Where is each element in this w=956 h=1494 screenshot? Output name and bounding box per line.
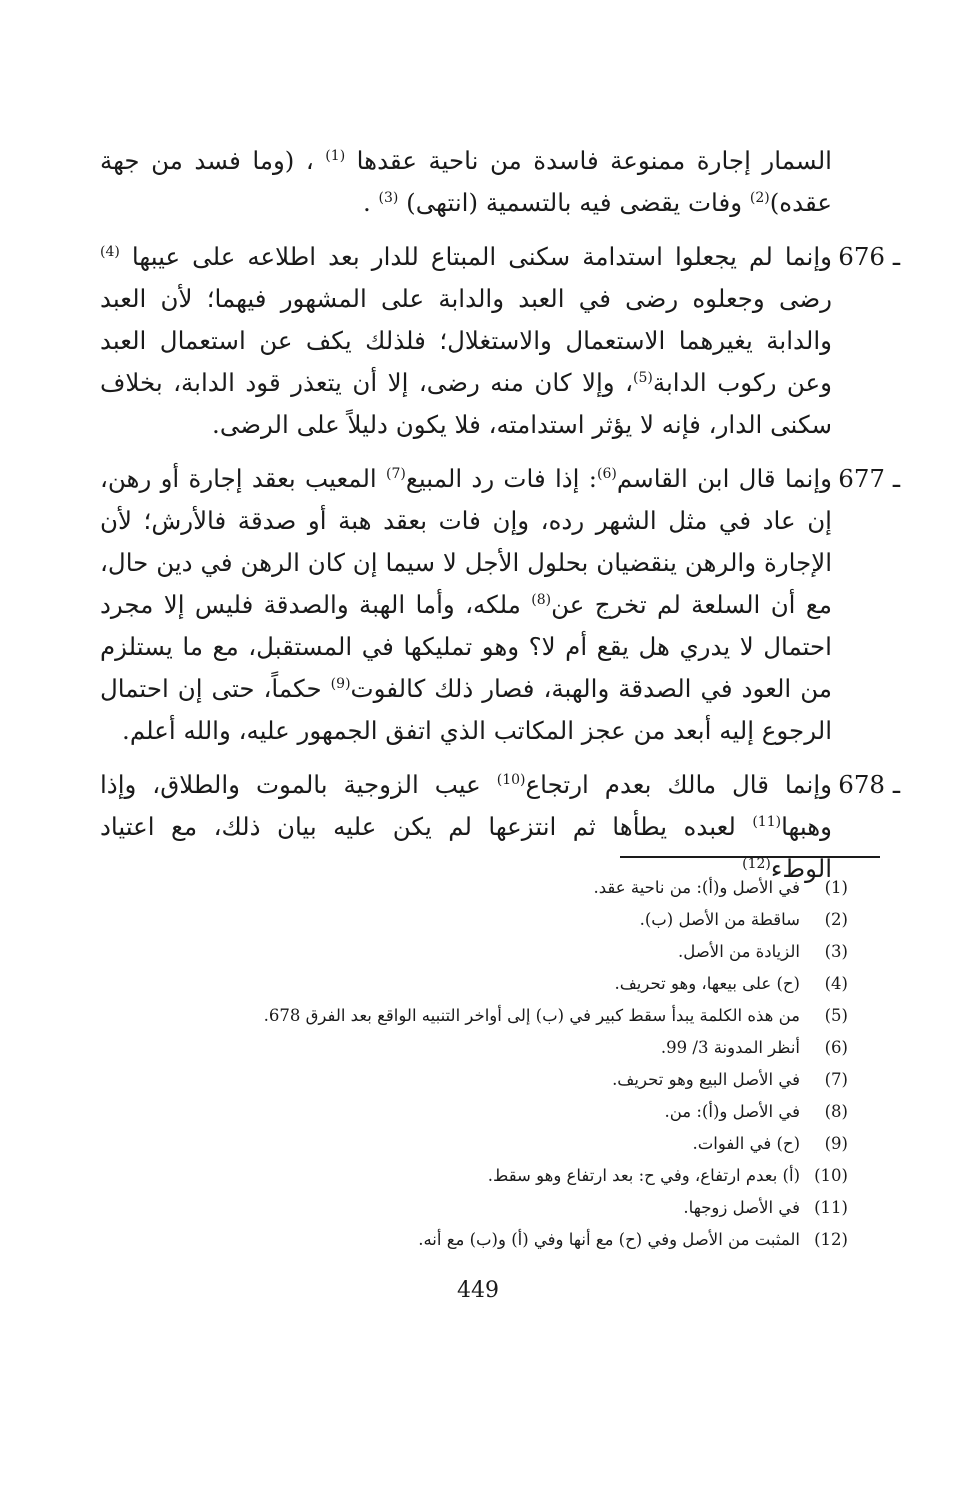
text-run: لعبده يطأها ثم انتزعها لم يكن عليه بيان ذلك، مع اعتياد الوطء (100, 812, 832, 883)
footnote-ref-6[interactable]: (6) (597, 465, 617, 482)
footnote-item (128, 1032, 848, 1064)
footnote-ref-1[interactable]: (1) (325, 147, 346, 164)
text-run: عيب الزوجية بالموت والطلاق، وإذا وهبها (100, 770, 832, 841)
footnote-number: (7) (824, 1070, 848, 1089)
text-run: ، وإلا كان منه رضى، إلا أن يتعذر قود الدابة، بخلاف سكنى الدار، فإنه لا يؤثر استدامته، فلا يكون دليلاً على الرضى. (100, 368, 832, 439)
footnotes-list (128, 872, 848, 1256)
footnote-text: المثبت من الأصل وفي (ح) مع أنها وفي (أ) و(ب) مع أنه. (418, 1230, 800, 1249)
footnote-text: في الأصل زوجها. (683, 1198, 800, 1217)
footnote-number: (5) (824, 1006, 848, 1025)
footnote-item (128, 1000, 848, 1032)
paragraph-676 (100, 236, 900, 446)
footnote-text: ساقطة من الأصل (ب). (639, 910, 800, 929)
text-run: . (362, 188, 379, 217)
footnote-item (128, 872, 848, 904)
footnote-ref-3[interactable]: (3) (378, 189, 399, 206)
paragraph-number: 678 ـ (838, 770, 900, 799)
text-run: وإنما قال مالك بعدم ارتجاع (525, 770, 832, 799)
footnote-number: (6) (824, 1038, 848, 1057)
text-run: حكماً، حتى إن احتمال الرجوع إليه أبعد من عجز المكاتب الذي اتفق الجمهور عليه، والله أعلم. (100, 674, 832, 745)
text-run: وإنما قال ابن القاسم (616, 464, 832, 493)
footnote-number: (8) (824, 1102, 848, 1121)
footnote-text: (ح) على بيعها، وهو تحريف. (614, 974, 800, 993)
footnote-separator (620, 856, 880, 858)
footnote-item (128, 1160, 848, 1192)
footnote-text: في الأصل البيع وهو تحريف. (612, 1070, 800, 1089)
footnote-item (128, 1224, 848, 1256)
footnote-number: (12) (814, 1230, 848, 1249)
footnote-ref-12[interactable]: (12) (742, 855, 771, 872)
footnote-number: (10) (814, 1166, 848, 1185)
footnote-number: (9) (824, 1134, 848, 1153)
text-run: ، (وما فسد من جهة عقده) (100, 146, 832, 217)
footnote-ref-8[interactable]: (8) (531, 591, 552, 608)
intro-paragraph (100, 140, 860, 224)
footnote-number: (1) (824, 878, 848, 897)
footnote-text: (ح) في الفوات. (692, 1134, 800, 1153)
text-run: وفات يقضى فيه بالتسمية (انتهى) (398, 188, 750, 217)
text-run: وإنما لم يجعلوا استدامة سكنى المبتاع للدار بعد اطلاعه على عيبها (119, 242, 832, 271)
footnote-ref-11[interactable]: (11) (752, 813, 782, 830)
footnote-ref-7[interactable]: (7) (386, 465, 406, 482)
footnote-text: في الأصل و(أ): من. (664, 1102, 800, 1121)
footnote-text: من هذه الكلمة يبدأ سقط كبير في (ب) إلى أواخر التنبيه الواقع بعد الفرق 678. (263, 1006, 800, 1025)
footnote-item (128, 1096, 848, 1128)
footnote-number: (2) (824, 910, 848, 929)
footnote-text: أنظر المدونة 3/ 99. (660, 1038, 800, 1057)
footnote-item (128, 936, 848, 968)
footnote-text: الزيادة من الأصل. (678, 942, 800, 961)
paragraph-number: 677 ـ (838, 464, 900, 493)
footnote-number: (11) (814, 1198, 848, 1217)
footnote-number: (3) (824, 942, 848, 961)
text-run: رضى وجعلوه رضى في العبد والدابة على المشهور فيهما؛ لأن العبد والدابة يغيرهما الاستعمال والاستغلال؛ فلذلك يكف عن استعمال العبد وعن ركوب الدابة (100, 284, 832, 397)
footnote-number: (4) (824, 974, 848, 993)
footnote-item (128, 1128, 848, 1160)
footnote-text: في الأصل و(أ): من ناحية عقد. (593, 878, 800, 897)
footnote-ref-4[interactable]: (4) (100, 243, 120, 260)
text-run: المعيب بعقد إجارة أو رهن، إن عاد في مثل الشهر رده، وإن فات بعقد هبة أو صدقة فالأرش؛ لأن الإجارة والرهن ينقضيان بحلول الأجل لا سيما إن كان الرهن في دين حال، مع أن السلعة لم تخرج عن (100, 464, 833, 619)
footnote-item (128, 904, 848, 936)
footnote-ref-2[interactable]: (2) (749, 189, 770, 206)
footnote-ref-5[interactable]: (5) (632, 369, 653, 386)
footnote-text: (أ) بعدم ارتفاع، وفي ح: بعد ارتفاع وهو سقط. (487, 1166, 800, 1185)
footnote-ref-9[interactable]: (9) (330, 675, 351, 692)
text-run: ملكه، وأما الهبة والصدقة فليس إلا مجرد احتمال لا يدري هل يقع أم لا؟ وهو تمليكها في المستقبل، مع ما يستلزم من العود في الصدقة والهبة، فصار ذلك كالفوت (100, 590, 832, 703)
page-body (100, 140, 900, 902)
text-run: : إذا فات رد المبيع (405, 464, 597, 493)
footnote-item (128, 968, 848, 1000)
footnote-item (128, 1064, 848, 1096)
paragraph-677 (100, 458, 900, 752)
text-run: السمار إجارة ممنوعة فاسدة من ناحية عقدها (345, 146, 832, 175)
paragraph-number: 676 ـ (838, 242, 900, 271)
footnote-ref-10[interactable]: (10) (496, 771, 526, 788)
page-number: 449 (457, 1278, 499, 1303)
footnote-item (128, 1192, 848, 1224)
